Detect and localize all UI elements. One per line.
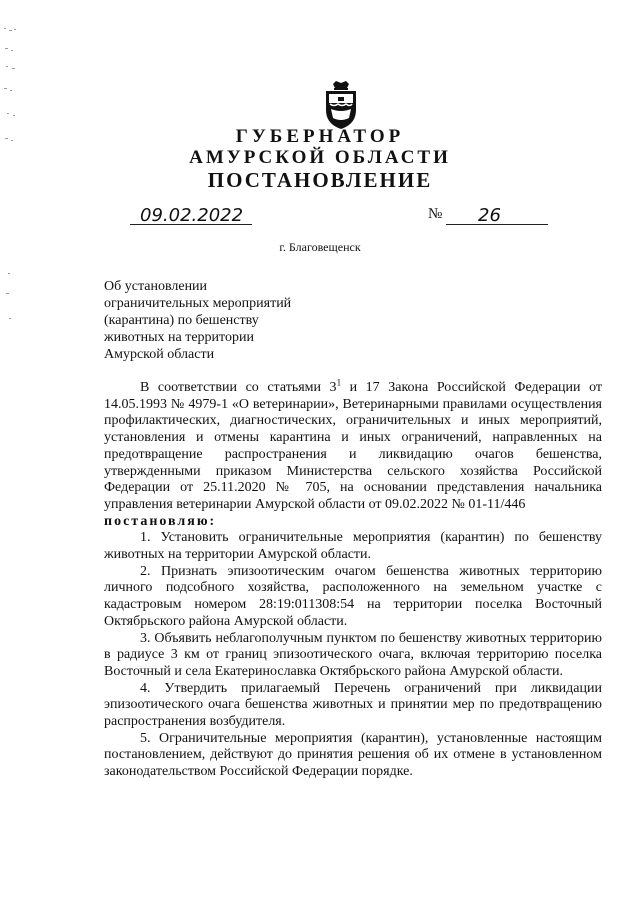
preamble-text: В соответствии со статьями 3 xyxy=(140,380,337,395)
subject-line: Об установлении xyxy=(104,279,208,294)
document-number: 26 xyxy=(478,205,501,226)
document-subject xyxy=(104,278,291,363)
number-underline xyxy=(446,224,548,225)
preamble-paragraph xyxy=(104,377,602,514)
numbered-item: 2. Признать эпизоотическим очагом бешенства животных территорию личного подсобного хозяйства, расположенного на земельном участке с кадастровым номером 28:19:011308:54 на территории поселка Восточный Октябрьского района Амурской области. xyxy=(104,563,602,629)
numbered-item: 1. Установить ограничительные мероприятия (карантин) по бешенству животных на территории Амурской области. xyxy=(104,530,602,563)
subject-line: Амурской области xyxy=(104,347,215,362)
article-superscript: 1 xyxy=(336,377,342,388)
date-underline xyxy=(130,224,252,225)
resolve-word: постановляю: xyxy=(104,513,217,529)
document-date: 09.02.2022 xyxy=(140,205,244,226)
numbered-item: 3. Объявить неблагополучным пунктом по бешенству животных территорию в радиусе 3 км от границ эпизоотического очага, включая территорию поселка Восточный и села Екатеринославка Октябрьского района Амурской области. xyxy=(104,630,602,679)
governor-heading: ГУБЕРНАТОР xyxy=(235,126,405,147)
city-name: г. Благовещенск xyxy=(279,240,361,254)
numbered-item: 4. Утвердить прилагаемый Перечень ограничений при ликвидации эпизоотического очага бешенства животных и принятии мер по предотвращению распространения возбудителя. xyxy=(104,680,602,730)
subject-line: ограничительных мероприятий xyxy=(104,296,292,311)
document-body xyxy=(104,377,602,781)
subject-line: животных на территории xyxy=(104,330,254,345)
number-sign: № xyxy=(428,206,443,222)
preamble-text-cont: и 17 Закона Российской Федерации от 14.05.1993 № 4979-1 «О ветеринарии», Ветеринарными правилами осуществления профилактических, диагностических, ограничительных и иных мероприятий, установления и отмены карантина и иных ограничений, направленных на предотвращение распространения и ликвидацию очагов бешенства, утвержденными приказом Министерства сельского хозяйства Российской Федерации от 25.11.2020 № 705, на основании представления начальника управления ветеринарии Амурской области от 09.02.2022 № 01-11/446 xyxy=(104,380,602,512)
numbered-item: 5. Ограничительные мероприятия (карантин), установленные настоящим постановлением, действуют до принятия решения об их отмене в установленном законодательством Российской Федерации порядке. xyxy=(104,730,602,780)
region-heading: АМУРСКОЙ ОБЛАСТИ xyxy=(189,147,451,168)
subject-line: (карантина) по бешенству xyxy=(104,313,259,328)
coat-of-arms-emblem xyxy=(322,80,360,130)
document-type-heading: ПОСТАНОВЛЕНИЕ xyxy=(207,168,433,192)
